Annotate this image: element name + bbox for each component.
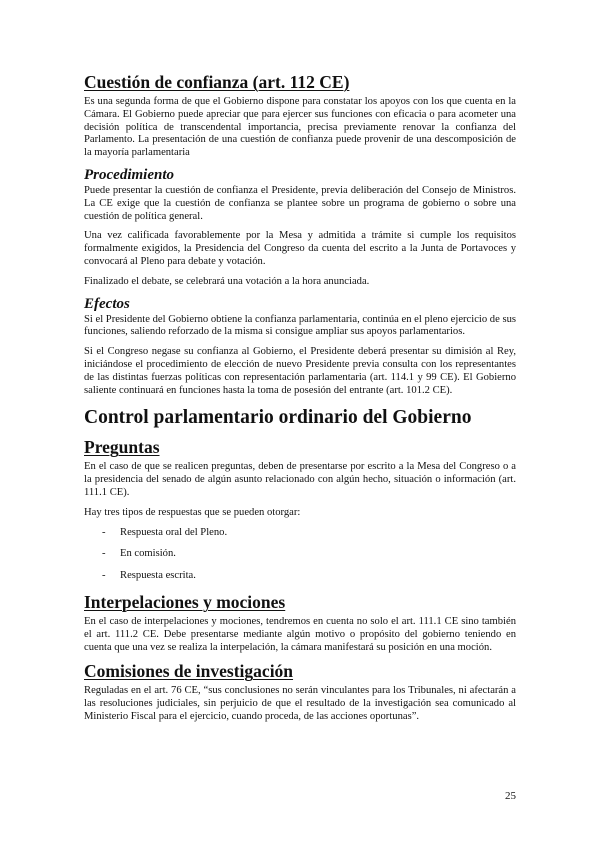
dash-bullet: - xyxy=(102,548,106,560)
heading-cuestion-de-confianza: Cuestión de confianza (art. 112 CE) xyxy=(84,72,350,92)
list-item-text: Respuesta oral del Pleno. xyxy=(120,526,228,538)
heading-efectos: Efectos xyxy=(84,295,130,312)
document-page xyxy=(84,72,516,731)
paragraph-interpelaciones: En el caso de interpelaciones y mociones, tendremos en cuenta no solo el art. 111.1 CE sino también el art. 111.2 CE. Debe presentarse mediante algún motivo o propósito del gobierno teniendo en cuenta que una vez se realiza la interpelación, la cámara manifestará su posición en una moción. xyxy=(84,615,516,653)
heading-procedimiento: Procedimiento xyxy=(84,166,174,183)
paragraph-procedimiento-3: Finalizado el debate, se celebrará una votación a la hora anunciada. xyxy=(84,275,370,287)
list-item-text: En comisión. xyxy=(120,548,176,560)
heading-interpelaciones: Interpelaciones y mociones xyxy=(84,591,286,612)
dash-bullet: - xyxy=(102,526,106,538)
list-item xyxy=(102,527,516,540)
dash-bullet: - xyxy=(102,570,106,582)
response-types-list xyxy=(102,527,516,583)
paragraph-intro: Es una segunda forma de que el Gobierno dispone para constatar los apoyos con los que cuenta en la Cámara. El Gobierno puede apreciar que para ejercer sus funciones con eficacia o para acometer una decisión política de transcendental importancia, precisa previamente renovar la confianza del Parlamento. La presentación de una cuestión de confianza puede provenir de una descomposición de la mayoría parlamentaria xyxy=(84,96,516,159)
paragraph-preguntas-1: En el caso de que se realicen preguntas, deben de presentarse por escrito a la Mesa del Congreso o a la presidencia del senado de algún asunto relacionado con algún hecho, situación o información (art. 111.1 CE). xyxy=(84,461,516,498)
paragraph-procedimiento-1: Puede presentar la cuestión de confianza el Presidente, previa deliberación del Consejo de Ministros. La CE exige que la cuestión de confianza se plantee sobre un programa de gobierno o sobre una cuestión de política general. xyxy=(84,184,516,222)
paragraph-efectos-2: Si el Congreso negase su confianza al Gobierno, el Presidente deberá presentar su dimisión al Rey, iniciándose el procedimiento de elección de nuevo Presidente previa consulta con los representantes de las distintas fuerzas políticas con representación parlamentaria (art. 114.1 y 99 CE). El Gobierno saliente continuará en funciones hasta la toma de posesión del entrante (art. 101.2 CE). xyxy=(84,346,516,396)
list-item-text: Respuesta escrita. xyxy=(120,570,196,582)
heading-control-parlamentario: Control parlamentario ordinario del Gobierno xyxy=(84,407,472,429)
heading-preguntas: Preguntas xyxy=(84,437,160,458)
paragraph-preguntas-2: Hay tres tipos de respuestas que se pueden otorgar: xyxy=(84,506,301,518)
page-number: 25 xyxy=(505,790,516,802)
list-item xyxy=(102,548,516,561)
list-item xyxy=(102,570,516,583)
paragraph-procedimiento-2: Una vez calificada favorablemente por la Mesa y admitida a trámite si cumple los requisitos formalmente exigidos, la Presidencia del Congreso da cuenta del escrito a la Junta de Portavoces y convocará al Pleno para debate y votación. xyxy=(84,230,516,267)
paragraph-efectos-1: Si el Presidente del Gobierno obtiene la confianza parlamentaria, continúa en el pleno ejercicio de sus funciones, saliendo reforzado de la misma si consigue ampliar sus apoyos parlamentarios. xyxy=(84,313,516,338)
paragraph-comisiones: Reguladas en el art. 76 CE, “sus conclusiones no serán vinculantes para los Tribunales, ni afectarán a las resoluciones judiciales, sin perjuicio de que el resultado de la investigación sea comunicado al Ministerio Fiscal para el ejercicio, cuando proceda, de las acciones oportunas”. xyxy=(84,685,516,722)
heading-comisiones: Comisiones de investigación xyxy=(84,661,294,682)
